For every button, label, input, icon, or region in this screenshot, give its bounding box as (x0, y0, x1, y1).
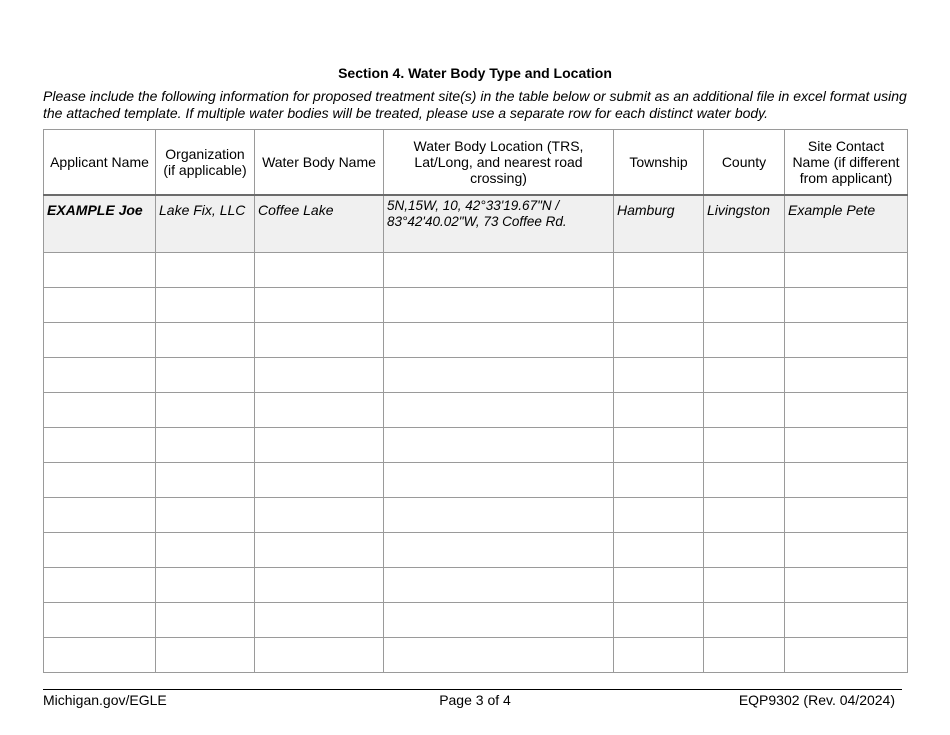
footer-divider (43, 689, 902, 690)
table-row (44, 428, 908, 463)
cell-county[interactable] (704, 393, 785, 428)
cell-water-body-name[interactable] (255, 463, 384, 498)
table-row (44, 603, 908, 638)
example-county[interactable]: Livingston (704, 195, 785, 253)
cell-township[interactable] (614, 568, 704, 603)
cell-location[interactable] (384, 603, 614, 638)
cell-county[interactable] (704, 533, 785, 568)
table-row (44, 533, 908, 568)
cell-organization[interactable] (156, 393, 255, 428)
cell-site-contact[interactable] (785, 393, 908, 428)
cell-applicant[interactable] (44, 358, 156, 393)
cell-organization[interactable] (156, 463, 255, 498)
table-row (44, 638, 908, 673)
cell-applicant[interactable] (44, 253, 156, 288)
cell-site-contact[interactable] (785, 358, 908, 393)
cell-organization[interactable] (156, 568, 255, 603)
cell-county[interactable] (704, 498, 785, 533)
cell-county[interactable] (704, 288, 785, 323)
example-location[interactable]: 5N,15W, 10, 42°33'19.67"N / 83°42'40.02"W, 73 Coffee Rd. (384, 195, 614, 253)
cell-water-body-name[interactable] (255, 428, 384, 463)
cell-site-contact[interactable] (785, 533, 908, 568)
cell-county[interactable] (704, 323, 785, 358)
cell-location[interactable] (384, 638, 614, 673)
cell-township[interactable] (614, 603, 704, 638)
cell-site-contact[interactable] (785, 253, 908, 288)
cell-location[interactable] (384, 358, 614, 393)
table-row (44, 393, 908, 428)
table-row (44, 358, 908, 393)
header-organization: Organization (if applicable) (156, 130, 255, 196)
cell-water-body-name[interactable] (255, 568, 384, 603)
cell-township[interactable] (614, 358, 704, 393)
table-row (44, 498, 908, 533)
cell-site-contact[interactable] (785, 323, 908, 358)
cell-organization[interactable] (156, 603, 255, 638)
cell-county[interactable] (704, 358, 785, 393)
cell-applicant[interactable] (44, 568, 156, 603)
example-applicant[interactable]: EXAMPLE Joe (44, 195, 156, 253)
blank-rows (44, 253, 908, 673)
cell-water-body-name[interactable] (255, 533, 384, 568)
cell-organization[interactable] (156, 288, 255, 323)
cell-county[interactable] (704, 463, 785, 498)
cell-location[interactable] (384, 253, 614, 288)
cell-water-body-name[interactable] (255, 603, 384, 638)
section-title: Section 4. Water Body Type and Location (338, 65, 612, 81)
header-township: Township (614, 130, 704, 196)
cell-location[interactable] (384, 393, 614, 428)
cell-organization[interactable] (156, 358, 255, 393)
cell-location[interactable] (384, 288, 614, 323)
cell-water-body-name[interactable] (255, 323, 384, 358)
table-row (44, 568, 908, 603)
cell-site-contact[interactable] (785, 603, 908, 638)
table-row (44, 463, 908, 498)
header-site-contact: Site Contact Name (if different from applicant) (785, 130, 908, 196)
cell-township[interactable] (614, 253, 704, 288)
table-row (44, 288, 908, 323)
table-header-row (44, 130, 908, 196)
example-organization[interactable]: Lake Fix, LLC (156, 195, 255, 253)
cell-county[interactable] (704, 568, 785, 603)
example-water-body-name[interactable]: Coffee Lake (255, 195, 384, 253)
cell-site-contact[interactable] (785, 638, 908, 673)
header-county: County (704, 130, 785, 196)
cell-water-body-name[interactable] (255, 498, 384, 533)
cell-location[interactable] (384, 568, 614, 603)
cell-water-body-name[interactable] (255, 288, 384, 323)
footer-website: Michigan.gov/EGLE (43, 692, 167, 708)
cell-organization[interactable] (156, 428, 255, 463)
cell-applicant[interactable] (44, 638, 156, 673)
cell-site-contact[interactable] (785, 498, 908, 533)
cell-applicant[interactable] (44, 323, 156, 358)
cell-water-body-name[interactable] (255, 253, 384, 288)
example-site-contact[interactable]: Example Pete (785, 195, 908, 253)
cell-county[interactable] (704, 603, 785, 638)
cell-site-contact[interactable] (785, 463, 908, 498)
header-applicant-name: Applicant Name (44, 130, 156, 196)
header-water-body-location: Water Body Location (TRS, Lat/Long, and nearest road crossing) (384, 130, 614, 196)
cell-county[interactable] (704, 253, 785, 288)
cell-water-body-name[interactable] (255, 638, 384, 673)
table-row (44, 253, 908, 288)
cell-applicant[interactable] (44, 603, 156, 638)
table-row (44, 323, 908, 358)
footer-form-id: EQP9302 (Rev. 04/2024) (738, 692, 895, 708)
cell-township[interactable] (614, 288, 704, 323)
cell-township[interactable] (614, 463, 704, 498)
instructions-text: Please include the following information for proposed treatment site(s) in the table below or submit as an additional file in excel format using the attached template. If multiple water bodies will be treated, please use a separate row for each distinct water body. (43, 88, 907, 121)
cell-water-body-name[interactable] (255, 393, 384, 428)
cell-location[interactable] (384, 323, 614, 358)
example-row (44, 195, 908, 253)
cell-location[interactable] (384, 463, 614, 498)
header-water-body-name: Water Body Name (255, 130, 384, 196)
example-township[interactable]: Hamburg (614, 195, 704, 253)
cell-site-contact[interactable] (785, 288, 908, 323)
cell-location[interactable] (384, 498, 614, 533)
cell-township[interactable] (614, 428, 704, 463)
cell-township[interactable] (614, 393, 704, 428)
cell-applicant[interactable] (44, 393, 156, 428)
cell-township[interactable] (614, 498, 704, 533)
cell-county[interactable] (704, 428, 785, 463)
cell-organization[interactable] (156, 253, 255, 288)
cell-applicant[interactable] (44, 533, 156, 568)
cell-township[interactable] (614, 638, 704, 673)
cell-site-contact[interactable] (785, 568, 908, 603)
cell-water-body-name[interactable] (255, 358, 384, 393)
cell-organization[interactable] (156, 323, 255, 358)
cell-site-contact[interactable] (785, 428, 908, 463)
cell-township[interactable] (614, 533, 704, 568)
cell-organization[interactable] (156, 533, 255, 568)
cell-location[interactable] (384, 533, 614, 568)
water-body-table (43, 129, 908, 673)
cell-township[interactable] (614, 323, 704, 358)
cell-applicant[interactable] (44, 463, 156, 498)
cell-organization[interactable] (156, 638, 255, 673)
cell-location[interactable] (384, 428, 614, 463)
cell-applicant[interactable] (44, 288, 156, 323)
footer-page-number: Page 3 of 4 (439, 692, 511, 708)
cell-applicant[interactable] (44, 498, 156, 533)
cell-organization[interactable] (156, 498, 255, 533)
cell-applicant[interactable] (44, 428, 156, 463)
cell-county[interactable] (704, 638, 785, 673)
